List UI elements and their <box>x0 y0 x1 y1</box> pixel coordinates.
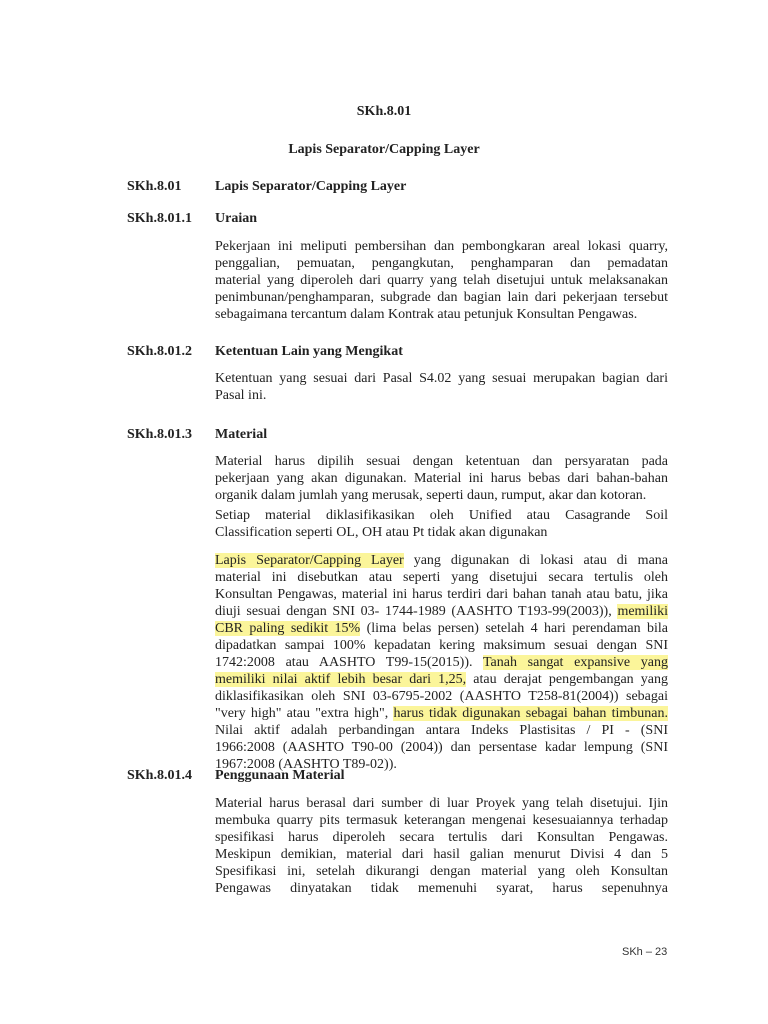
text-line <box>215 552 668 569</box>
text-line: membuka quarry pits termasuk keterangan mengenai kesesuaiannya terhadap <box>215 813 668 828</box>
highlighted-text: harus tidak digunakan sebagai bahan timbunan. <box>393 706 668 721</box>
text-line: sebagaimana tercantum dalam Kontrak atau petunjuk Konsultan Pengawas. <box>215 307 638 322</box>
text-line: Material harus berasal dari sumber di luar Proyek yang telah disetujui. Ijin <box>215 796 668 811</box>
text-line <box>215 671 668 688</box>
text-line: Setiap material diklasifikasikan oleh Unified atau Casagrande Soil <box>215 508 668 523</box>
text-line: penimbunan/penghamparan, subgrade dan bagian lain dari pekerjaan tersebut <box>215 290 668 305</box>
section-title: Uraian <box>215 211 257 226</box>
text-segment: 1742:2008 atau AASHTO T99-15(2015)). <box>215 655 483 670</box>
text-line: dipadatkan sampai 100% kepadatan kering maksimum sesuai dengan SNI <box>215 638 668 653</box>
text-line: 1967:2008 (AASHTO T89-02)). <box>215 757 397 772</box>
highlighted-text: Lapis Separator/Capping Layer <box>215 553 404 568</box>
section-number: SKh.8.01 <box>127 179 182 194</box>
section-title: Ketentuan Lain yang Mengikat <box>215 344 403 359</box>
text-line: Material harus dipilih sesuai dengan ketentuan dan persyaratan pada <box>215 454 668 469</box>
text-line: Pekerjaan ini meliputi pembersihan dan pembongkaran areal lokasi quarry, <box>215 239 668 254</box>
section-number: SKh.8.01.2 <box>127 344 192 359</box>
document-subtitle: Lapis Separator/Capping Layer <box>288 142 480 157</box>
text-line: material yang diperoleh dari quarry yang telah disetujui untuk melaksanakan <box>215 273 668 288</box>
material-paragraph-1 <box>215 453 668 504</box>
section-number: SKh.8.01.3 <box>127 427 192 442</box>
text-segment: yang digunakan di lokasi atau di mana <box>403 553 669 568</box>
material-paragraph-3 <box>215 552 668 773</box>
text-line <box>215 705 668 722</box>
ketentuan-paragraph <box>215 370 668 404</box>
text-line: penggalian, pemuatan, pengangkutan, penghamparan dan pemadatan <box>215 256 668 271</box>
text-line: 1966:2008 (AASHTO T90-00 (2004)) dan persentase kadar lempung (SNI <box>215 740 668 755</box>
text-line: Spesifikasi ini, setelah dikurangi dengan material yang oleh Konsultan <box>215 864 668 879</box>
text-line: organik dalam jumlah yang merusak, seperti daun, rumput, akar dan kotoran. <box>215 488 647 503</box>
material-paragraph-2 <box>215 507 668 541</box>
section-title: Material <box>215 427 268 442</box>
highlighted-text: memiliki <box>617 604 668 619</box>
text-line: Konsultan Pengawas, material ini harus terdiri dari bahan tanah atau batu, jika <box>215 587 668 602</box>
text-segment: (lima belas persen) setelah 4 hari perendaman bila <box>360 621 669 636</box>
text-line: Meskipun demikian, material dari hasil galian menurut Divisi 4 dan 5 <box>215 847 668 862</box>
document-title: SKh.8.01 <box>356 104 412 119</box>
text-line: diklasifikasikan oleh SNI 03-6795-2002 (AASHTO T258-81(2004)) sebagai <box>215 689 668 704</box>
text-line: Nilai aktif adalah perbandingan antara Indeks Plastisitas / PI - (SNI <box>215 723 668 738</box>
text-line <box>215 654 668 671</box>
page-footer: SKh – 23 <box>622 946 668 958</box>
text-line <box>215 620 668 637</box>
text-line: Ketentuan yang sesuai dari Pasal S4.02 yang sesuai merupakan bagian dari <box>215 371 668 386</box>
highlighted-text: memiliki nilai aktif lebih besar dari 1,25, <box>215 672 467 687</box>
section-title: Lapis Separator/Capping Layer <box>215 179 407 194</box>
section-title: Penggunaan Material <box>215 768 345 783</box>
text-segment: diuji sesuai dengan SNI 03- 1744-1989 (AASHTO T193-99(2003)), <box>215 604 618 619</box>
text-segment: atau derajat pengembangan yang <box>466 672 668 687</box>
text-line: pekerjaan yang akan digunakan. Material ini harus bebas dari bahan-bahan <box>215 471 668 486</box>
uraian-paragraph <box>215 238 668 323</box>
text-line <box>215 603 668 620</box>
penggunaan-paragraph <box>215 795 668 897</box>
text-segment: "very high" atau "extra high", <box>215 706 394 721</box>
text-line: Classification seperti OL, OH atau Pt tidak akan digunakan <box>215 525 548 540</box>
section-number: SKh.8.01.4 <box>127 768 192 783</box>
highlighted-text: CBR paling sedikit 15% <box>215 621 361 636</box>
section-number: SKh.8.01.1 <box>127 211 192 226</box>
text-line: Pengawas dinyatakan tidak memenuhi syarat, harus sepenuhnya <box>215 881 668 896</box>
highlighted-text: Tanah sangat expansive yang <box>482 655 669 670</box>
text-line: material ini disebutkan atau seperti yang disetujui secara tertulis oleh <box>215 570 668 585</box>
text-line: spesifikasi harus diperoleh secara tertulis dari Konsultan Pengawas. <box>215 830 668 845</box>
text-line: Pasal ini. <box>215 388 267 403</box>
